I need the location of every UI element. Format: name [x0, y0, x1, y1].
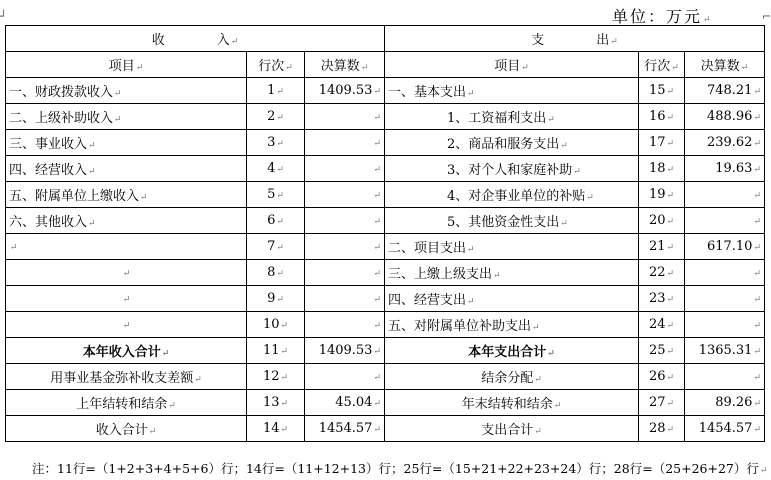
- income-line-cell: [247, 390, 305, 416]
- expense-amount-cell-text: 748.21: [706, 83, 753, 98]
- table-row: [6, 208, 765, 234]
- paragraph-mark-icon: ↵: [753, 191, 761, 201]
- income-item-cell-text: 本年收入合计: [82, 345, 161, 360]
- expense-line-cell: [639, 390, 685, 416]
- expense-amount-cell: [685, 234, 765, 260]
- paragraph-mark-icon: ↵: [114, 89, 122, 99]
- paragraph-mark-icon: ↵: [88, 141, 96, 151]
- paragraph-mark-icon: ↵: [373, 347, 381, 357]
- paragraph-mark-icon: ↵: [373, 399, 381, 409]
- income-line-cell-text: 14: [262, 421, 280, 436]
- table-row: [6, 260, 765, 286]
- expense-item-cell: [385, 390, 639, 416]
- expense-item-cell: [385, 104, 639, 130]
- expense-amount-cell-text: 617.10: [706, 239, 753, 254]
- paragraph-mark-icon: ↵: [671, 63, 679, 73]
- paragraph-mark-icon: ↵: [573, 167, 581, 177]
- income-section-title: 收 入: [151, 33, 230, 48]
- expense-line-cell: [639, 338, 685, 364]
- paragraph-mark-icon: ↵: [280, 399, 289, 409]
- expense-amount-cell: [685, 260, 765, 286]
- expense-line-cell: [639, 260, 685, 286]
- paragraph-mark-icon: ↵: [373, 113, 381, 123]
- expense-line-cell: [639, 208, 685, 234]
- income-line-cell-text: 3: [267, 135, 276, 150]
- paragraph-mark-icon: ↵: [547, 349, 555, 359]
- paragraph-mark-icon: ↵: [168, 401, 176, 411]
- paragraph-mark-icon: ↵: [122, 295, 131, 305]
- expense-line-cell: [639, 78, 685, 104]
- column-header-row: [6, 52, 765, 78]
- expense-item-cell-text: 3、对个人和家庭补助: [447, 163, 573, 178]
- income-line-cell-text: 11: [262, 343, 280, 358]
- expense-line-cell-text: 24: [648, 317, 666, 332]
- paragraph-mark-icon: ↵: [753, 399, 761, 409]
- expense-line-cell-text: 19: [648, 187, 666, 202]
- paragraph-mark-icon: ↵: [666, 191, 675, 201]
- expense-item-cell-text: 2、商品和服务支出: [447, 137, 560, 152]
- expense-amount-cell: [685, 364, 765, 390]
- paragraph-mark-icon: ↵: [547, 115, 555, 125]
- expense-amount-cell-text: 1365.31: [698, 343, 753, 358]
- expense-amount-header-text: 决算数: [700, 59, 740, 74]
- income-amount-cell: [305, 260, 385, 286]
- paragraph-mark-icon: ↵: [586, 193, 594, 203]
- paragraph-mark-icon: ↵: [373, 191, 381, 201]
- paragraph-mark-icon: ↵: [753, 347, 761, 357]
- expense-line-cell-text: 17: [648, 135, 666, 150]
- expense-amount-cell: [685, 208, 765, 234]
- income-line-cell: [247, 130, 305, 156]
- paragraph-mark-icon: ↵: [161, 349, 170, 359]
- expense-amount-cell: [685, 390, 765, 416]
- income-line-cell-text: 6: [267, 213, 276, 228]
- expense-amount-cell: [685, 156, 765, 182]
- paragraph-mark-icon: ↵: [666, 139, 675, 149]
- expense-amount-cell: [685, 416, 765, 442]
- paragraph-mark-icon: ↵: [276, 243, 284, 253]
- paragraph-mark-icon: ↵: [285, 63, 293, 73]
- income-item-cell-text: 收入合计: [95, 423, 148, 438]
- income-line-cell: [247, 364, 305, 390]
- paragraph-mark-icon: ↵: [373, 321, 381, 331]
- paragraph-mark-icon: ↵: [373, 139, 381, 149]
- income-item-cell-text: 三、事业收入: [9, 137, 88, 152]
- income-amount-cell: [305, 156, 385, 182]
- income-line-cell: [247, 78, 305, 104]
- expense-line-cell: [639, 416, 685, 442]
- right-edge-mark: ⌐: [762, 10, 771, 23]
- expense-item-cell-text: 三、上缴上级支出: [388, 267, 493, 282]
- expense-amount-cell-text: 89.26: [715, 395, 753, 410]
- paragraph-mark-icon: ↵: [122, 269, 131, 279]
- paragraph-mark-icon: ↵: [373, 269, 381, 279]
- expense-amount-cell: [685, 130, 765, 156]
- expense-amount-cell: [685, 286, 765, 312]
- income-amount-cell: [305, 78, 385, 104]
- income-item-cell: [6, 390, 247, 416]
- paragraph-mark-icon: ↵: [753, 87, 761, 97]
- income-line-cell-text: 5: [267, 187, 276, 202]
- expense-item-cell-text: 五、对附属单位补助支出: [388, 319, 532, 334]
- paragraph-mark-icon: ↵: [276, 295, 284, 305]
- paragraph-mark-icon: ↵: [276, 139, 284, 149]
- paragraph-mark-icon: ↵: [467, 245, 475, 255]
- income-amount-cell: [305, 130, 385, 156]
- expense-item-cell: [385, 312, 639, 338]
- paragraph-mark-icon: ↵: [753, 243, 761, 253]
- table-row: [6, 364, 765, 390]
- paragraph-mark-icon: ↵: [148, 427, 157, 437]
- income-item-cell-text: 一、财政拨款收入: [9, 85, 114, 100]
- paragraph-mark-icon: ↵: [753, 295, 761, 305]
- income-line-cell: [247, 156, 305, 182]
- expense-item-cell: [385, 182, 639, 208]
- income-item-cell: [6, 156, 247, 182]
- income-item-cell: [6, 416, 247, 442]
- expense-item-cell-text: 四、经营支出: [388, 293, 467, 308]
- paragraph-mark-icon: ↵: [532, 323, 540, 333]
- income-line-cell-text: 7: [267, 239, 276, 254]
- expense-amount-cell-text: 488.96: [706, 109, 753, 124]
- income-item-cell: [6, 182, 247, 208]
- income-item-cell: [6, 286, 247, 312]
- paragraph-mark-icon: ↵: [276, 165, 284, 175]
- expense-item-cell: [385, 364, 639, 390]
- paragraph-mark-icon: ↵: [373, 373, 381, 383]
- paragraph-mark-icon: ↵: [280, 321, 289, 331]
- paragraph-mark-icon: ↵: [280, 347, 289, 357]
- paragraph-mark-icon: ↵: [373, 165, 381, 175]
- expense-item-cell: [385, 208, 639, 234]
- expense-amount-header: [685, 52, 765, 78]
- expense-amount-cell: [685, 78, 765, 104]
- income-amount-cell: [305, 364, 385, 390]
- expense-item-cell-text: 支出合计: [481, 423, 534, 438]
- paragraph-mark-icon: ↵: [553, 401, 562, 411]
- income-item-header-text: 项目: [108, 59, 135, 74]
- income-amount-cell-text: 1454.57: [318, 421, 373, 436]
- paragraph-mark-icon: ↵: [666, 165, 675, 175]
- income-item-cell: [6, 364, 247, 390]
- income-item-cell: [6, 130, 247, 156]
- paragraph-mark-icon: ↵: [534, 375, 542, 385]
- income-amount-cell: [305, 390, 385, 416]
- paragraph-mark-icon: ↵: [740, 63, 749, 73]
- income-item-cell: [6, 208, 247, 234]
- expense-item-cell-text: 二、项目支出: [388, 241, 467, 256]
- expense-item-cell-text: 4、对企事业单位的补贴: [447, 189, 586, 204]
- expense-item-cell-text: 1、工资福利支出: [447, 111, 547, 126]
- expense-line-cell: [639, 234, 685, 260]
- expense-amount-cell: [685, 312, 765, 338]
- expense-amount-cell-text: 19.63: [715, 161, 753, 176]
- income-line-cell: [247, 286, 305, 312]
- income-line-cell: [247, 234, 305, 260]
- paragraph-mark-icon: ↵: [140, 193, 148, 203]
- income-item-cell: [6, 104, 247, 130]
- paragraph-mark-icon: ↵: [194, 375, 202, 385]
- expense-item-cell: [385, 234, 639, 260]
- paragraph-mark-icon: ↵: [135, 63, 144, 73]
- paragraph-mark-icon: ↵: [753, 373, 761, 383]
- table-row: [6, 130, 765, 156]
- paragraph-mark-icon: ↵: [560, 219, 568, 229]
- expense-line-cell-text: 26: [648, 369, 666, 384]
- paragraph-mark-icon: ↵: [666, 243, 675, 253]
- income-amount-header: [305, 52, 385, 78]
- footnote-text: 注：11行=（1+2+3+4+5+6）行；14行=（11+12+13）行；25行=（15+21+22+23+24）行；28行=（25+26+27）行: [32, 461, 759, 476]
- income-amount-cell: [305, 104, 385, 130]
- paragraph-mark-icon: ↵: [753, 217, 761, 227]
- expense-line-cell: [639, 182, 685, 208]
- expense-section-title: 支 出: [531, 33, 610, 48]
- income-section-header: [6, 26, 385, 52]
- paragraph-mark-icon: ↵: [560, 141, 568, 151]
- expense-line-cell-text: 15: [648, 83, 666, 98]
- income-line-header: [247, 52, 305, 78]
- table-row: [6, 234, 765, 260]
- income-amount-cell: [305, 312, 385, 338]
- unit-label-text: 单位：万元: [612, 7, 703, 26]
- financial-report-table: [5, 25, 765, 442]
- expense-item-cell: [385, 156, 639, 182]
- paragraph-mark-icon: ↵: [280, 373, 289, 383]
- unit-label: [612, 4, 713, 27]
- income-amount-cell: [305, 234, 385, 260]
- income-item-cell-text: 四、经营收入: [9, 163, 88, 178]
- income-amount-header-text: 决算数: [320, 59, 360, 74]
- expense-line-cell: [639, 286, 685, 312]
- table-row: [6, 182, 765, 208]
- table-row: [6, 390, 765, 416]
- income-amount-cell: [305, 208, 385, 234]
- income-amount-cell-text: 1409.53: [318, 343, 373, 358]
- paragraph-mark-icon: ↵: [666, 399, 675, 409]
- expense-item-cell: [385, 286, 639, 312]
- income-line-cell: [247, 416, 305, 442]
- expense-item-header: [385, 52, 639, 78]
- expense-line-cell: [639, 130, 685, 156]
- income-line-cell-text: 10: [262, 317, 280, 332]
- income-item-cell-text: 六、其他收入: [9, 215, 88, 230]
- income-item-cell-text: 二、上级补助收入: [9, 111, 114, 126]
- income-item-cell: [6, 78, 247, 104]
- income-line-header-text: 行次: [258, 59, 285, 74]
- paragraph-mark-icon: ↵: [230, 37, 239, 47]
- expense-line-cell: [639, 364, 685, 390]
- expense-amount-cell-text: 1454.57: [698, 421, 753, 436]
- paragraph-mark-icon: ↵: [753, 269, 761, 279]
- table-row: [6, 78, 765, 104]
- expense-item-cell: [385, 338, 639, 364]
- paragraph-mark-icon: ↵: [467, 89, 475, 99]
- expense-item-cell: [385, 130, 639, 156]
- income-line-cell: [247, 208, 305, 234]
- paragraph-mark-icon: ↵: [666, 295, 675, 305]
- income-line-cell-text: 4: [267, 161, 276, 176]
- income-amount-cell-text: 1409.53: [318, 83, 373, 98]
- paragraph-mark-icon: ↵: [666, 321, 675, 331]
- expense-line-cell: [639, 156, 685, 182]
- paragraph-mark-icon: ↵: [276, 191, 284, 201]
- footnote: [32, 459, 767, 477]
- expense-line-header: [639, 52, 685, 78]
- table-row: [6, 338, 765, 364]
- paragraph-mark-icon: ↵: [280, 425, 289, 435]
- paragraph-mark-icon: ↵: [360, 63, 369, 73]
- paragraph-mark-icon: ↵: [467, 297, 475, 307]
- income-item-cell: [6, 338, 247, 364]
- table-row: [6, 416, 765, 442]
- paragraph-mark-icon: ↵: [122, 321, 131, 331]
- expense-item-cell-text: 本年支出合计: [468, 345, 547, 360]
- paragraph-mark-icon: ↵: [88, 219, 96, 229]
- paragraph-mark-icon: ↵: [276, 269, 284, 279]
- table-row: [6, 104, 765, 130]
- paragraph-mark-icon: ↵: [373, 295, 381, 305]
- paragraph-mark-icon: ↵: [276, 217, 284, 227]
- paragraph-mark-icon: ↵: [373, 87, 381, 97]
- paragraph-mark-icon: ↵: [666, 217, 675, 227]
- expense-item-cell-text: 5、其他资金性支出: [447, 215, 560, 230]
- income-item-cell: [6, 312, 247, 338]
- paragraph-mark-icon: ↵: [373, 243, 381, 253]
- income-line-cell-text: 13: [262, 395, 280, 410]
- paragraph-mark-icon: ↵: [666, 113, 675, 123]
- expense-line-cell-text: 20: [648, 213, 666, 228]
- paragraph-mark-icon: ↵: [666, 269, 675, 279]
- income-item-cell-text: 上年结转和结余: [76, 397, 168, 412]
- expense-amount-cell: [685, 182, 765, 208]
- paragraph-mark-icon: ↵: [753, 139, 761, 149]
- expense-line-cell-text: 28: [648, 421, 666, 436]
- paragraph-mark-icon: ↵: [88, 167, 96, 177]
- section-header-row: [6, 26, 765, 52]
- paragraph-mark-icon: ↵: [276, 113, 284, 123]
- expense-section-header: [385, 26, 765, 52]
- expense-line-header-text: 行次: [644, 59, 671, 74]
- paragraph-mark-icon: ↵: [753, 113, 761, 123]
- income-amount-cell: [305, 182, 385, 208]
- paragraph-mark-icon: ↵: [666, 347, 675, 357]
- paragraph-mark-icon: ↵: [666, 373, 675, 383]
- income-item-cell: [6, 234, 247, 260]
- expense-item-cell-text: 年末结转和结余: [461, 397, 553, 412]
- paragraph-mark-icon: ↵: [759, 466, 768, 476]
- income-amount-cell: [305, 416, 385, 442]
- expense-line-cell-text: 27: [648, 395, 666, 410]
- expense-line-cell: [639, 104, 685, 130]
- expense-item-header-text: 项目: [494, 59, 521, 74]
- paragraph-mark-icon: ↵: [753, 321, 761, 331]
- table-row: [6, 286, 765, 312]
- income-item-cell-text: 五、附属单位上缴收入: [9, 189, 140, 204]
- income-line-cell-text: 9: [267, 291, 276, 306]
- table-row: [6, 312, 765, 338]
- expense-item-cell-text: 结余分配: [481, 371, 534, 386]
- expense-line-cell-text: 21: [648, 239, 666, 254]
- expense-item-cell-text: 一、基本支出: [388, 85, 467, 100]
- income-amount-cell-text: 45.04: [335, 395, 373, 410]
- expense-amount-cell: [685, 104, 765, 130]
- income-item-header: [6, 52, 247, 78]
- income-line-cell-text: 2: [267, 109, 276, 124]
- paragraph-mark-icon: ↵: [666, 87, 675, 97]
- expense-line-cell-text: 16: [648, 109, 666, 124]
- paragraph-mark-icon: ↵: [610, 37, 618, 47]
- income-line-cell-text: 8: [267, 265, 276, 280]
- expense-line-cell-text: 23: [648, 291, 666, 306]
- income-line-cell: [247, 104, 305, 130]
- expense-item-cell: [385, 78, 639, 104]
- expense-line-cell-text: 25: [648, 343, 666, 358]
- income-item-cell-text: 用事业基金弥补收支差额: [50, 371, 194, 386]
- paragraph-mark-icon: ↵: [521, 63, 529, 73]
- income-line-cell: [247, 338, 305, 364]
- left-edge-mark: ┘: [0, 10, 7, 23]
- income-amount-cell: [305, 286, 385, 312]
- paragraph-mark-icon: ↵: [666, 425, 675, 435]
- expense-line-cell-text: 18: [648, 161, 666, 176]
- expense-item-cell: [385, 416, 639, 442]
- income-line-cell: [247, 260, 305, 286]
- expense-amount-cell: [685, 338, 765, 364]
- paragraph-mark-icon: ↵: [703, 15, 713, 25]
- expense-line-cell: [639, 312, 685, 338]
- income-line-cell-text: 12: [262, 369, 280, 384]
- report-body: [6, 78, 765, 442]
- paragraph-mark-icon: ↵: [114, 115, 122, 125]
- paragraph-mark-icon: ↵: [10, 243, 18, 253]
- table-row: [6, 156, 765, 182]
- paragraph-mark-icon: ↵: [753, 165, 761, 175]
- income-line-cell-text: 1: [267, 83, 276, 98]
- expense-amount-cell-text: 239.62: [706, 135, 753, 150]
- paragraph-mark-icon: ↵: [753, 425, 761, 435]
- income-line-cell: [247, 182, 305, 208]
- paragraph-mark-icon: ↵: [534, 427, 542, 437]
- expense-line-cell-text: 22: [648, 265, 666, 280]
- paragraph-mark-icon: ↵: [493, 271, 501, 281]
- paragraph-mark-icon: ↵: [373, 217, 381, 227]
- income-item-cell: [6, 260, 247, 286]
- paragraph-mark-icon: ↵: [276, 87, 284, 97]
- income-line-cell: [247, 312, 305, 338]
- expense-item-cell: [385, 260, 639, 286]
- paragraph-mark-icon: ↵: [373, 425, 381, 435]
- income-amount-cell: [305, 338, 385, 364]
